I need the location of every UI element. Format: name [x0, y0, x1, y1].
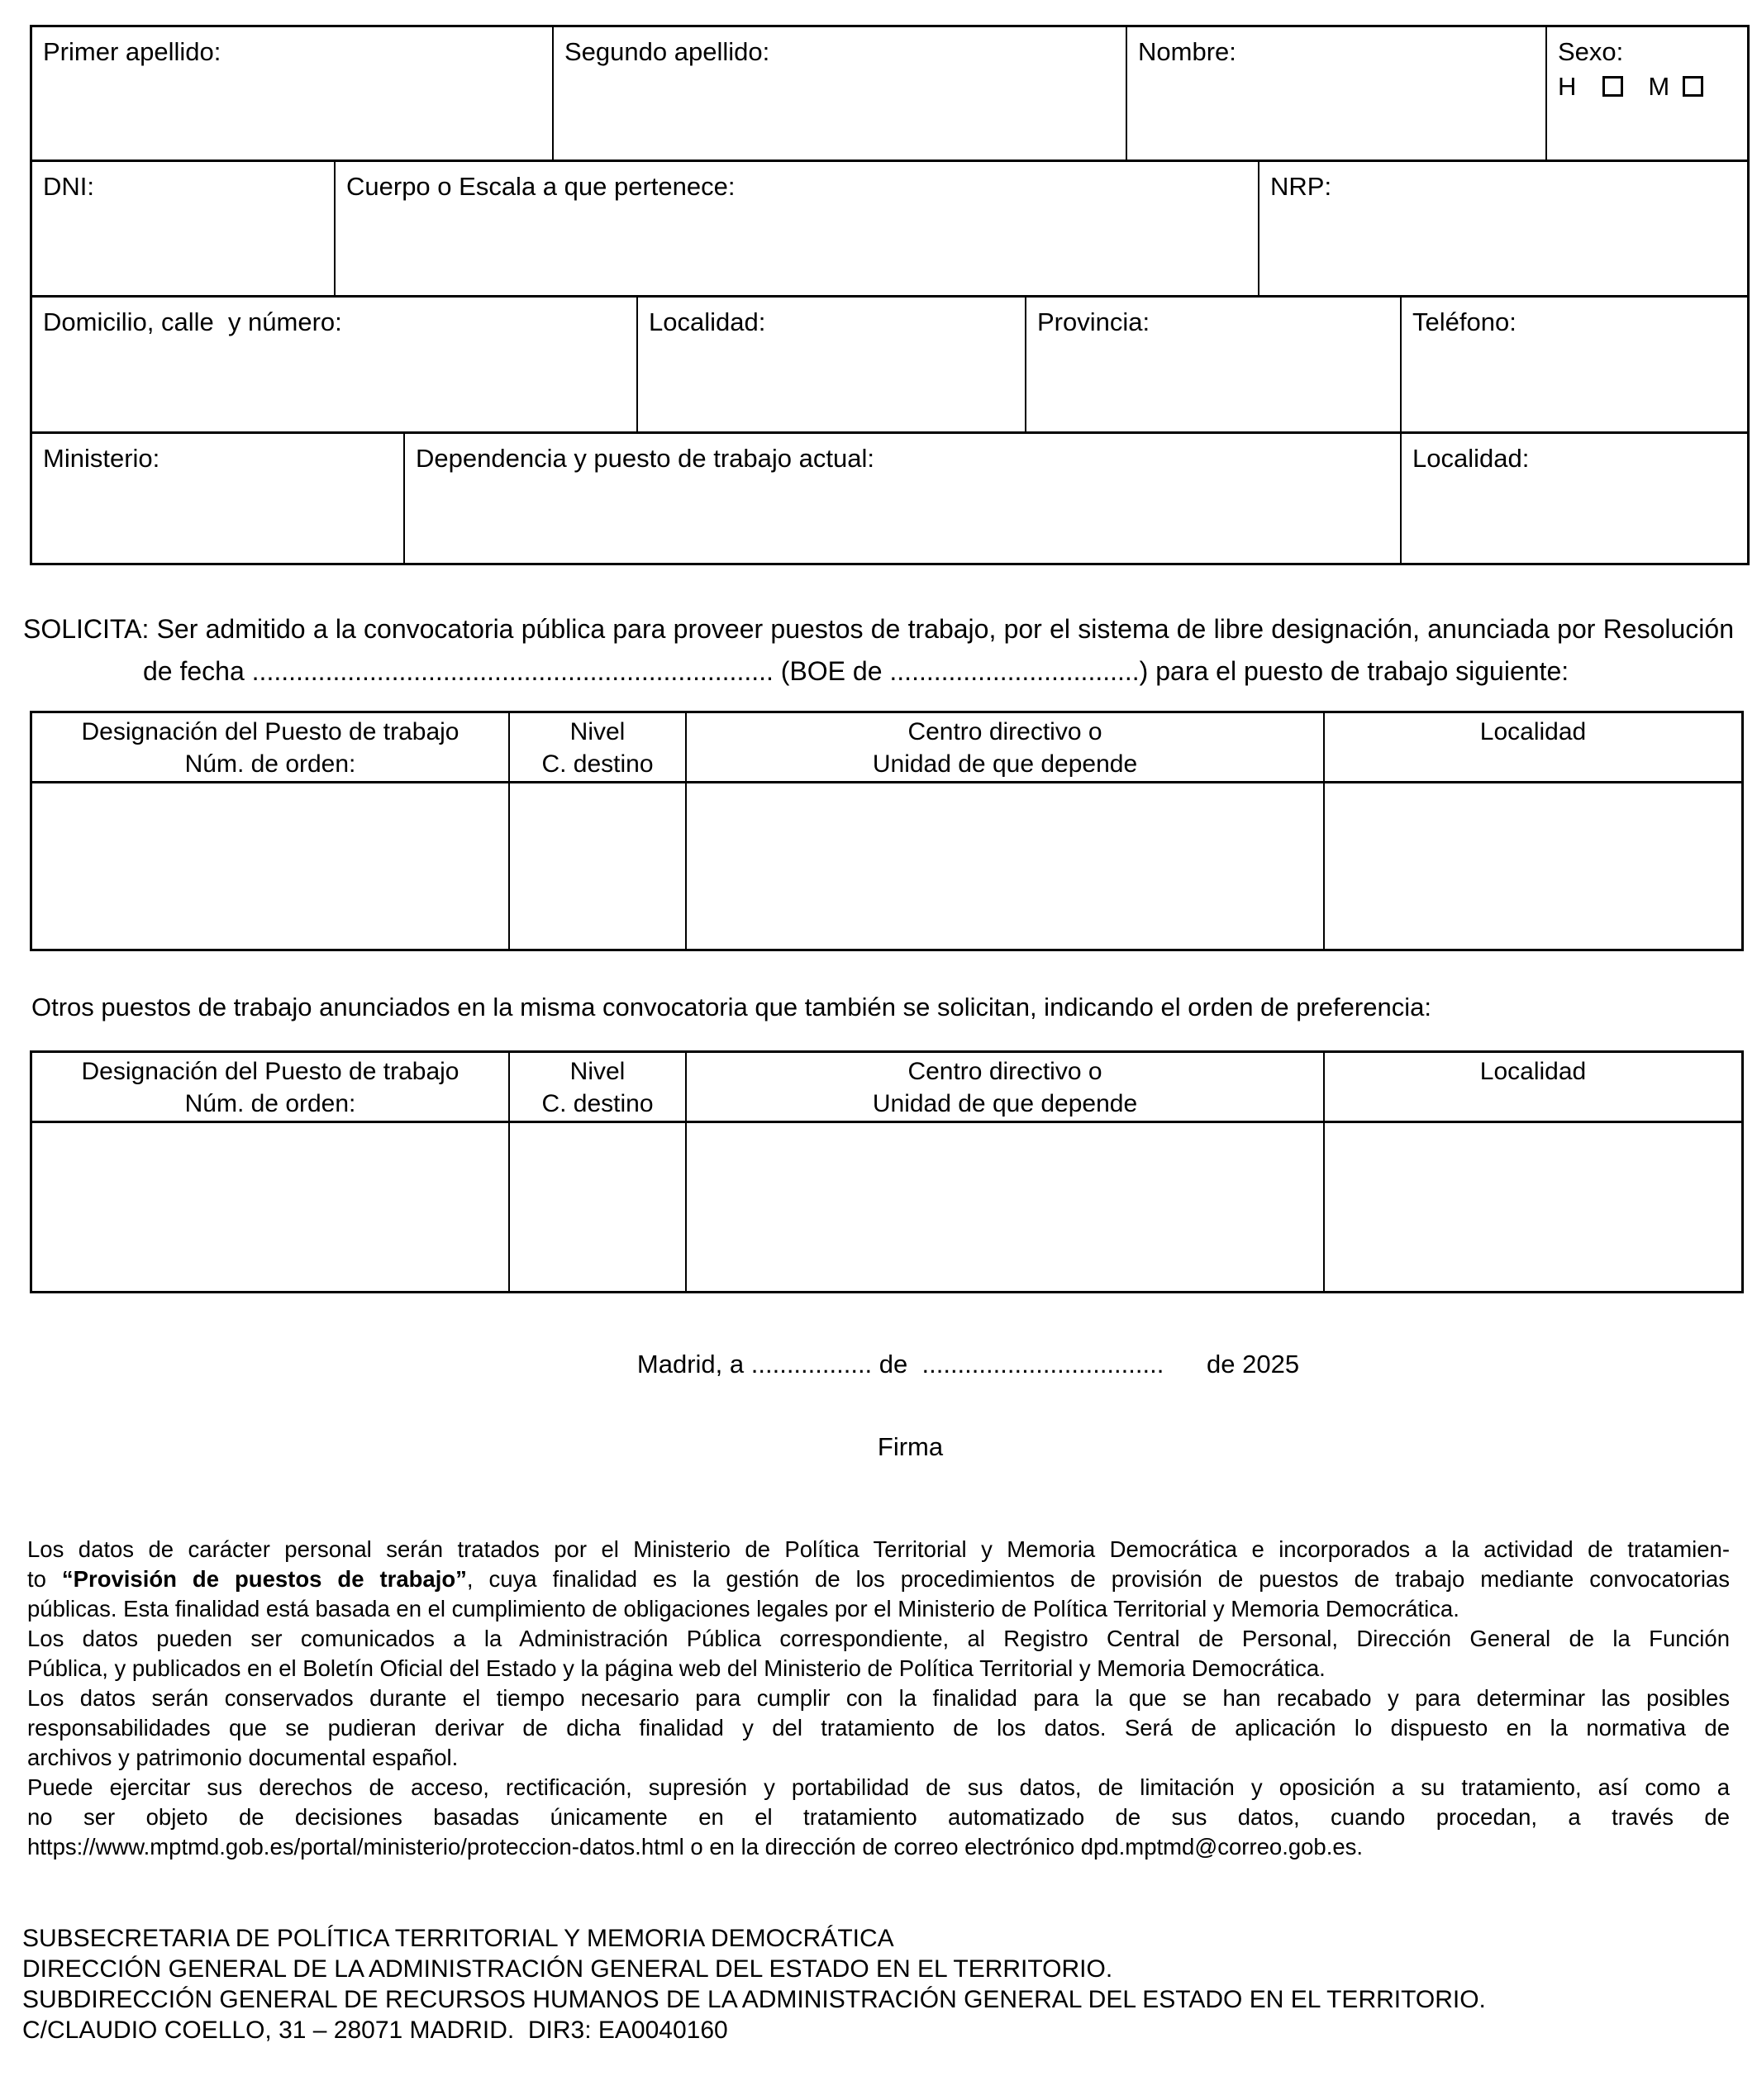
field-label-provincia: Provincia:	[1037, 307, 1150, 336]
field-segundo-apellido[interactable]	[552, 27, 1126, 160]
field-cuerpo-escala[interactable]	[334, 162, 1258, 295]
privacy-line-5: Pública, y publicados en el Boletín Oficial del Estado y la página web del Ministerio de Política Territorial y Memoria Democrática.	[27, 1655, 1326, 1681]
field-label-nombre: Nombre:	[1138, 37, 1236, 66]
header2-centro-directivo-line1: Centro directivo o	[907, 1058, 1102, 1085]
applicant-row-2	[32, 160, 1747, 295]
header2-centro-directivo	[685, 1053, 1323, 1121]
header-nivel	[508, 713, 685, 781]
header2-nivel	[508, 1053, 685, 1121]
field-dependencia[interactable]	[403, 434, 1400, 563]
input-designacion-1[interactable]	[32, 783, 508, 949]
applicant-fields-table	[30, 25, 1750, 565]
header-nivel-line2: C. destino	[541, 750, 654, 778]
sexo-m-checkbox[interactable]	[1683, 76, 1703, 97]
header-localidad-line1: Localidad	[1479, 718, 1587, 745]
field-label-localidad-trabajo: Localidad:	[1412, 444, 1530, 473]
header-centro-directivo-line1: Centro directivo o	[907, 718, 1102, 745]
field-label-dependencia: Dependencia y puesto de trabajo actual:	[416, 444, 874, 473]
sexo-options	[1558, 69, 1745, 105]
field-label-segundo-apellido: Segundo apellido:	[564, 37, 770, 66]
field-label-primer-apellido: Primer apellido:	[43, 37, 221, 66]
privacy-line-9: Puede ejercitar sus derechos de acceso, rectificación, supresión y portabilidad de sus datos, de limitación y oposición a su tratamiento, así como a	[27, 1774, 1730, 1800]
puesto-table2-header	[32, 1053, 1741, 1123]
header2-nivel-line1: Nivel	[569, 1058, 626, 1085]
applicant-row-1	[32, 27, 1747, 160]
footer-postal-address: C/CLAUDIO COELLO, 31 – 28071 MADRID. DIR3: EA0040160	[22, 2017, 728, 2044]
header-centro-directivo	[685, 713, 1323, 781]
field-sexo	[1545, 27, 1747, 160]
field-dni[interactable]	[32, 162, 334, 295]
header-designacion-line1: Designación del Puesto de trabajo	[81, 718, 459, 745]
header2-nivel-line2: C. destino	[541, 1090, 654, 1117]
input-localidad-2[interactable]	[1323, 1123, 1741, 1291]
field-nombre[interactable]	[1126, 27, 1545, 160]
field-label-nrp: NRP:	[1270, 172, 1332, 201]
privacy-line-3: públicas. Esta finalidad está basada en el cumplimiento de obligaciones legales por el Ministerio de Política Territorial y Memoria Democrática.	[27, 1596, 1459, 1621]
puesto-table1-header	[32, 713, 1741, 783]
otros-puestos-table	[30, 1050, 1744, 1293]
privacy-line-6: Los datos serán conservados durante el tiempo necesario para cumplir con la finalidad para la que se han recabado y para determinar las posibles	[27, 1685, 1730, 1711]
header2-localidad-line1: Localidad	[1479, 1058, 1587, 1085]
field-localidad-trabajo[interactable]	[1400, 434, 1747, 563]
otros-puestos-paragraph: Otros puestos de trabajo anunciados en la misma convocatoria que también se solicitan, indicando el orden de preferencia:	[31, 993, 1431, 1021]
privacy-line-10: no ser objeto de decisiones basadas únicamente en el tratamiento automatizado de sus datos, cuando procedan, a través de	[27, 1804, 1730, 1830]
field-telefono[interactable]	[1400, 298, 1747, 431]
privacy-line-7: responsabilidades que se pudieran derivar de dicha finalidad y del tratamiento de los datos. Será de aplicación lo dispuesto en la normativa de	[27, 1715, 1730, 1740]
header-localidad	[1323, 713, 1741, 781]
puesto-solicitado-table	[30, 711, 1744, 951]
field-label-localidad-domicilio: Localidad:	[649, 307, 766, 336]
privacy-line-8: archivos y patrimonio documental español.	[27, 1745, 459, 1770]
header2-centro-directivo-line2: Unidad de que depende	[872, 1090, 1138, 1117]
header2-designacion	[32, 1053, 508, 1121]
sexo-h-label: H	[1558, 72, 1577, 101]
privacy-notice	[27, 1535, 1730, 1862]
privacy-line-1: Los datos de carácter personal serán tratados por el Ministerio de Política Territorial y Memoria Democrática e incorporados a la actividad de tratamien-	[27, 1536, 1730, 1562]
header-designacion	[32, 713, 508, 781]
field-label-sexo: Sexo:	[1558, 37, 1624, 66]
input-centro-directivo-1[interactable]	[685, 783, 1323, 949]
field-domicilio[interactable]	[32, 298, 636, 431]
header2-localidad	[1323, 1053, 1741, 1121]
field-label-cuerpo-escala: Cuerpo o Escala a que pertenece:	[346, 172, 736, 201]
applicant-row-4	[32, 431, 1747, 563]
header-centro-directivo-line2: Unidad de que depende	[872, 750, 1138, 778]
date-line: Madrid, a ................. de .................................. de 2025	[636, 1350, 1300, 1379]
field-label-ministerio: Ministerio:	[43, 444, 160, 473]
privacy-line-11: https://www.mptmd.gob.es/portal/ministerio/proteccion-datos.html o en la dirección de correo electrónico dpd.mptmd@correo.gob.es.	[27, 1834, 1364, 1860]
puesto-table2-body-row	[32, 1123, 1741, 1291]
input-nivel-1[interactable]	[508, 783, 685, 949]
footer-subdireccion-general: SUBDIRECCIÓN GENERAL DE RECURSOS HUMANOS DE LA ADMINISTRACIÓN GENERAL DEL ESTADO EN EL TERRITORIO.	[22, 1986, 1486, 2013]
header-nivel-line1: Nivel	[569, 718, 626, 745]
input-localidad-1[interactable]	[1323, 783, 1741, 949]
footer-subsecretaria: SUBSECRETARIA DE POLÍTICA TERRITORIAL Y MEMORIA DEMOCRÁTICA	[22, 1925, 894, 1952]
header2-designacion-line2: Núm. de orden:	[184, 1090, 356, 1117]
field-provincia[interactable]	[1025, 298, 1400, 431]
field-localidad-domicilio[interactable]	[636, 298, 1025, 431]
signature-label: Firma	[877, 1432, 944, 1461]
field-label-dni: DNI:	[43, 172, 94, 201]
solicita-paragraph: SOLICITA: Ser admitido a la convocatoria pública para proveer puestos de trabajo, por el sistema de libre designación, anunciada por Resolución de fecha ....................................................................... (BOE de ..................................) para el puesto de trabajo siguiente:	[23, 614, 1734, 686]
input-designacion-2[interactable]	[32, 1123, 508, 1291]
privacy-line-2a: to	[27, 1566, 62, 1592]
sexo-h-checkbox[interactable]	[1602, 76, 1623, 97]
field-label-telefono: Teléfono:	[1412, 307, 1517, 336]
applicant-row-3	[32, 295, 1747, 431]
sexo-m-label: M	[1648, 72, 1670, 101]
puesto-table1-body-row	[32, 783, 1741, 949]
input-centro-directivo-2[interactable]	[685, 1123, 1323, 1291]
privacy-line-2-bold: “Provisión de puestos de trabajo”	[61, 1566, 467, 1592]
privacy-line-2c: , cuya finalidad es la gestión de los procedimientos de provisión de puestos de trabajo mediante convocatorias	[466, 1566, 1730, 1592]
privacy-line-2	[27, 1564, 1730, 1594]
field-ministerio[interactable]	[32, 434, 403, 563]
field-label-domicilio: Domicilio, calle y número:	[43, 307, 342, 336]
footer-address-block	[22, 1923, 1750, 2045]
header-designacion-line2: Núm. de orden:	[184, 750, 356, 778]
footer-direccion-general: DIRECCIÓN GENERAL DE LA ADMINISTRACIÓN GENERAL DEL ESTADO EN EL TERRITORIO.	[22, 1955, 1113, 1983]
input-nivel-2[interactable]	[508, 1123, 685, 1291]
field-primer-apellido[interactable]	[32, 27, 552, 160]
header2-designacion-line1: Designación del Puesto de trabajo	[81, 1058, 459, 1085]
field-nrp[interactable]	[1258, 162, 1747, 295]
privacy-line-4: Los datos pueden ser comunicados a la Administración Pública correspondiente, al Registro Central de Personal, Dirección General de la Función	[27, 1626, 1730, 1651]
